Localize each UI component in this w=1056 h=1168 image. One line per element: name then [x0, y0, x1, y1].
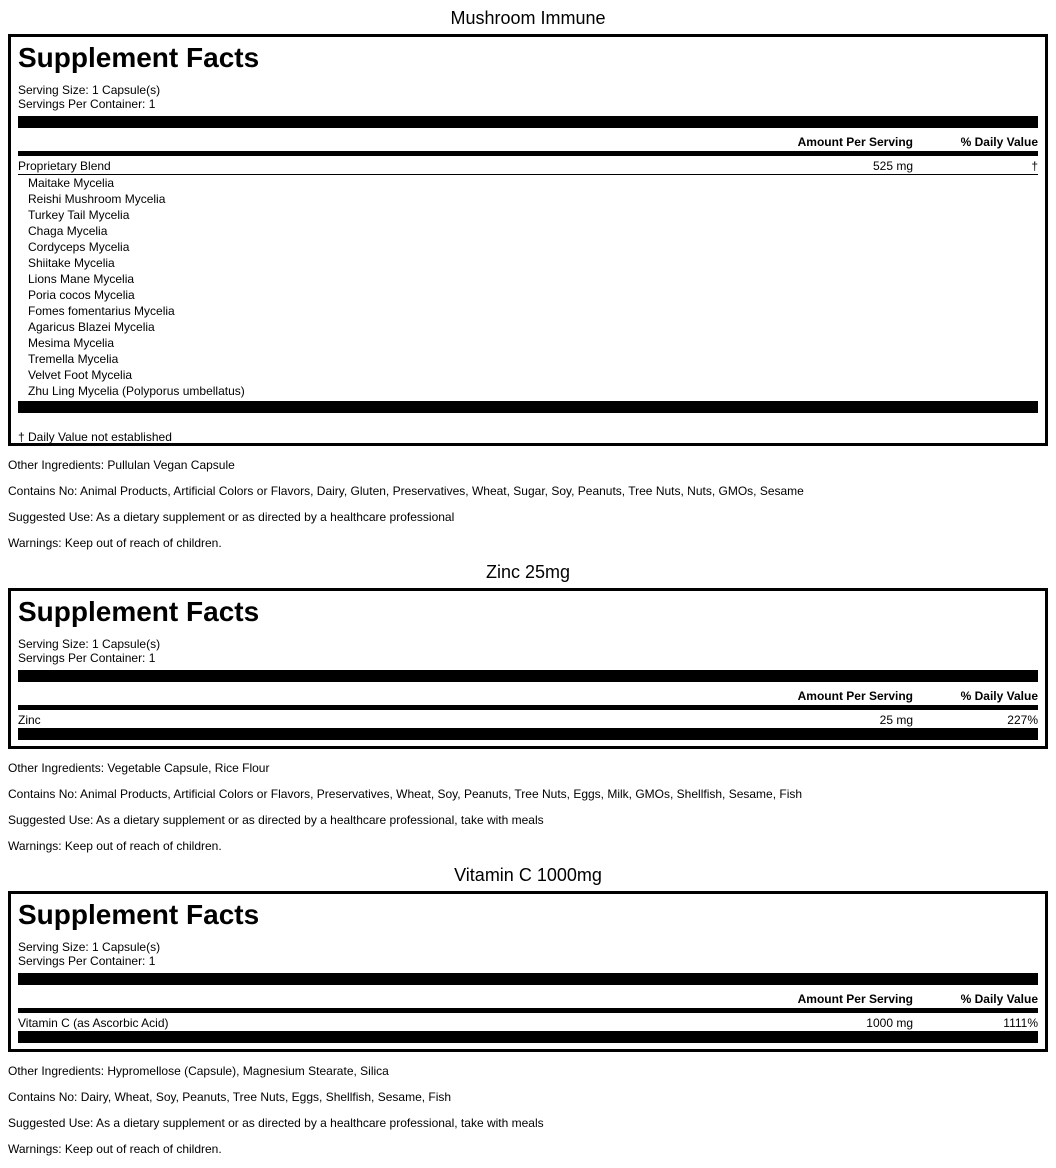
suggested-use: Suggested Use: As a dietary supplement or as directed by a healthcare professional, take with meals [8, 1116, 544, 1130]
other-ingredients: Other Ingredients: Hypromellose (Capsule), Magnesium Stearate, Silica [8, 1064, 389, 1078]
suggested-use: Suggested Use: As a dietary supplement or as directed by a healthcare professional, take with meals [8, 813, 544, 827]
servings-per-container: Servings Per Container: 1 [18, 651, 156, 665]
blend-ingredient: Shiitake Mycelia [28, 256, 115, 270]
other-ingredients: Other Ingredients: Pullulan Vegan Capsule [8, 458, 235, 472]
product-title: Zinc 25mg [485, 562, 571, 582]
supplement-facts-panel [8, 588, 1048, 749]
blend-ingredient-list [18, 175, 1038, 399]
divider-thick [18, 973, 1038, 985]
facts-heading: Supplement Facts [18, 42, 260, 73]
serving-size: Serving Size: 1 Capsule(s) [18, 83, 161, 97]
divider-medium [18, 1008, 1038, 1013]
nutrient-daily-value: 1111% [1003, 1016, 1038, 1030]
blend-ingredient: Lions Mane Mycelia [28, 272, 135, 286]
column-headers [18, 135, 1038, 149]
blend-ingredient: Cordyceps Mycelia [28, 240, 130, 254]
blend-ingredient: Turkey Tail Mycelia [28, 208, 130, 222]
daily-value-header: % Daily Value [960, 689, 1038, 703]
blend-ingredient: Chaga Mycelia [28, 224, 108, 238]
blend-ingredient: Reishi Mushroom Mycelia [28, 192, 166, 206]
divider-thick [18, 670, 1038, 682]
divider-thick [18, 728, 1038, 740]
servings-per-container: Servings Per Container: 1 [18, 954, 156, 968]
blend-ingredient: Fomes fomentarius Mycelia [28, 304, 175, 318]
nutrient-amount: 1000 mg [866, 1016, 913, 1030]
suggested-use: Suggested Use: As a dietary supplement or as directed by a healthcare professional [8, 510, 455, 524]
warnings: Warnings: Keep out of reach of children. [8, 1142, 222, 1156]
daily-value-header: % Daily Value [960, 992, 1038, 1006]
blend-ingredient: Maitake Mycelia [28, 176, 115, 190]
supplement-facts-panel [8, 34, 1048, 446]
nutrient-daily-value: 227% [1007, 713, 1038, 727]
blend-ingredient: Tremella Mycelia [28, 352, 119, 366]
nutrient-name: Zinc [18, 713, 41, 727]
contains-no: Contains No: Dairy, Wheat, Soy, Peanuts, Tree Nuts, Eggs, Shellfish, Sesame, Fish [8, 1090, 452, 1104]
divider-medium [18, 151, 1038, 156]
serving-size: Serving Size: 1 Capsule(s) [18, 940, 161, 954]
blend-ingredient: Poria cocos Mycelia [28, 288, 135, 302]
nutrient-row [18, 713, 1038, 727]
divider-thick [18, 401, 1038, 413]
nutrient-row [18, 159, 1038, 175]
warnings: Warnings: Keep out of reach of children. [8, 839, 222, 853]
serving-size: Serving Size: 1 Capsule(s) [18, 637, 161, 651]
product-title: Mushroom Immune [450, 8, 606, 28]
nutrient-amount: 25 mg [879, 713, 913, 727]
facts-heading: Supplement Facts [18, 899, 260, 930]
other-ingredients: Other Ingredients: Vegetable Capsule, Rice Flour [8, 761, 270, 775]
blend-ingredient: Zhu Ling Mycelia (Polyporus umbellatus) [28, 384, 245, 398]
divider-thick [18, 1031, 1038, 1043]
column-headers [18, 689, 1038, 703]
product-title: Vitamin C 1000mg [454, 865, 602, 885]
blend-ingredient: Agaricus Blazei Mycelia [28, 320, 155, 334]
daily-value-header: % Daily Value [960, 135, 1038, 149]
servings-per-container: Servings Per Container: 1 [18, 97, 156, 111]
amount-per-serving-header: Amount Per Serving [797, 135, 913, 149]
nutrient-name: Proprietary Blend [18, 159, 111, 173]
contains-no: Contains No: Animal Products, Artificial Colors or Flavors, Dairy, Gluten, Preservatives, Wheat, Sugar, Soy, Peanuts, Tree Nuts, Nuts, GMOs, Sesame [8, 484, 804, 498]
divider-medium [18, 705, 1038, 710]
nutrient-daily-value: † [1031, 159, 1038, 173]
blend-ingredient: Velvet Foot Mycelia [28, 368, 133, 382]
divider-thick [18, 116, 1038, 128]
amount-per-serving-header: Amount Per Serving [797, 992, 913, 1006]
amount-per-serving-header: Amount Per Serving [797, 689, 913, 703]
supplement-facts-panel [8, 891, 1048, 1052]
nutrient-row [18, 1016, 1038, 1030]
footnote: † Daily Value not established [18, 430, 172, 444]
facts-heading: Supplement Facts [18, 596, 260, 627]
warnings: Warnings: Keep out of reach of children. [8, 536, 222, 550]
contains-no: Contains No: Animal Products, Artificial Colors or Flavors, Preservatives, Wheat, Soy, Peanuts, Tree Nuts, Eggs, Milk, GMOs, Shellfish, Sesame, Fish [8, 787, 803, 801]
nutrient-amount: 525 mg [872, 159, 913, 173]
nutrient-name: Vitamin C (as Ascorbic Acid) [18, 1016, 169, 1030]
column-headers [18, 992, 1038, 1006]
blend-ingredient: Mesima Mycelia [28, 336, 115, 350]
